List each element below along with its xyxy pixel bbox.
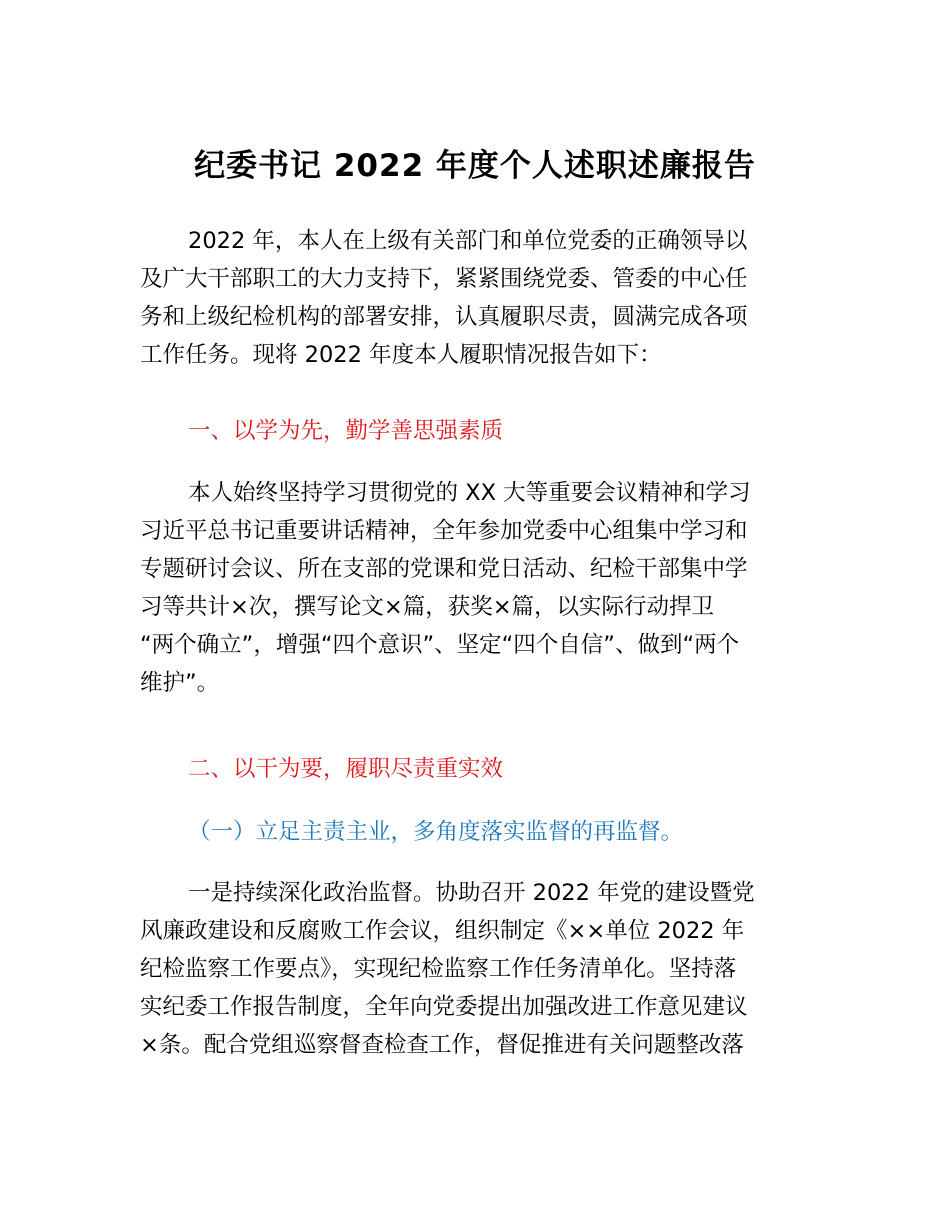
intro-line-3: 务和上级纪检机构的部署安排，认真履职尽责，圆满完成各项 <box>140 304 748 330</box>
section2-line-1: 一是持续深化政治监督。协助召开 2022 年党的建设暨党 <box>188 880 755 906</box>
section1-heading: 一、以学为先，勤学善思强素质 <box>188 418 504 444</box>
section1-line-6: 维护”。 <box>140 670 220 696</box>
section1-line-5: “两个确立”，增强“四个意识”、坚定“四个自信”、做到“两个 <box>140 632 740 658</box>
section2-line-4: 实纪委工作报告制度，全年向党委提出加强改进工作意见建议 <box>140 994 748 1020</box>
document-title: 纪委书记 2022 年度个人述职述廉报告 <box>194 148 756 184</box>
section2-heading: 二、以干为要，履职尽责重实效 <box>188 756 504 782</box>
section2-line-5: ×条。配合党组巡察督查检查工作，督促推进有关问题整改落 <box>140 1032 744 1058</box>
section1-line-3: 专题研讨会议、所在支部的党课和党日活动、纪检干部集中学 <box>140 556 748 582</box>
intro-line-4: 工作任务。现将 2022 年度本人履职情况报告如下： <box>140 342 662 368</box>
intro-line-1: 2022 年，本人在上级有关部门和单位党委的正确领导以 <box>188 228 748 254</box>
section1-line-1: 本人始终坚持学习贯彻党的 XX 大等重要会议精神和学习 <box>188 480 751 506</box>
section2-subheading: （一）立足主责主业，多角度落实监督的再监督。 <box>188 819 684 845</box>
section2-line-3: 纪检监察工作要点》，实现纪检监察工作任务清单化。坚持落 <box>140 956 737 982</box>
section1-line-4: 习等共计×次，撰写论文×篇，获奖×篇，以实际行动捍卫 <box>140 594 715 620</box>
intro-line-2: 及广大干部职工的大力支持下，紧紧围绕党委、管委的中心任 <box>140 266 748 292</box>
section2-line-2: 风廉政建设和反腐败工作会议，组织制定《××单位 2022 年 <box>140 918 745 944</box>
section1-line-2: 习近平总书记重要讲话精神，全年参加党委中心组集中学习和 <box>140 518 748 544</box>
